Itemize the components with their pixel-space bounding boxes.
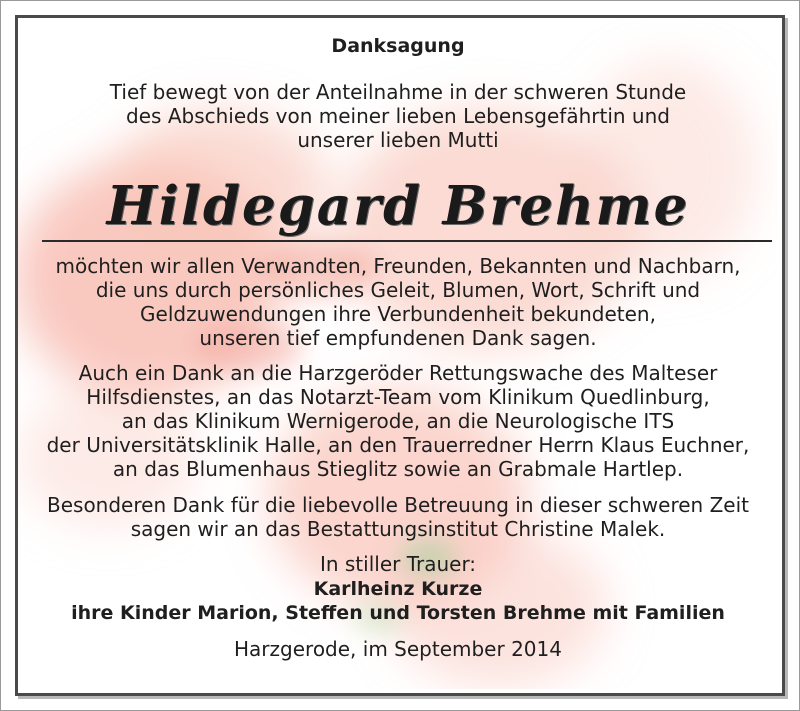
deceased-name: Hildegard Brehme xyxy=(106,175,690,237)
also-thanks-line: an das Klinikum Wernigerode, an die Neurologische ITS xyxy=(121,409,675,433)
notice-heading: Danksagung xyxy=(331,35,465,57)
also-thanks-line: an das Blumenhaus Stieglitz sowie an Grabmale Hartlep. xyxy=(112,457,684,481)
also-thanks-line: Hilfsdienstes, an das Notarzt-Team vom Klinikum Quedlinburg, xyxy=(86,385,710,409)
special-thanks-line: sagen wir an das Bestattungsinstitut Christine Malek. xyxy=(130,517,666,541)
intro-line: unserer lieben Mutti xyxy=(297,128,499,152)
intro-line: Tief bewegt von der Anteilnahme in der schweren Stunde xyxy=(109,80,687,104)
special-thanks-line: Besonderen Dank für die liebevolle Betreuung in dieser schweren Zeit xyxy=(47,493,749,517)
thanks-line: möchten wir allen Verwandten, Freunden, Bekannten und Nachbarn, xyxy=(55,254,741,278)
intro-line: des Abschieds von meiner lieben Lebensgefährtin und xyxy=(126,104,670,128)
mourning-label: In stiller Trauer: xyxy=(319,552,477,576)
also-thanks-line: Auch ein Dank an die Harzgeröder Rettungswache des Malteser xyxy=(78,361,718,385)
mourner-children: ihre Kinder Marion, Steffen und Torsten Brehme mit Familien xyxy=(71,602,725,624)
thanks-line: Geldzuwendungen ihre Verbundenheit bekundeten, xyxy=(140,302,656,326)
mourner-partner: Karlheinz Kurze xyxy=(313,578,483,600)
place-date: Harzgerode, im September 2014 xyxy=(234,637,562,661)
name-underline xyxy=(42,240,772,242)
thanks-line: unseren tief empfundenen Dank sagen. xyxy=(199,326,597,350)
notice-content xyxy=(18,18,778,689)
also-thanks-line: der Universitätsklinik Halle, an den Trauerredner Herrn Klaus Euchner, xyxy=(46,433,750,457)
thanks-line: die uns durch persönliches Geleit, Blumen, Wort, Schrift und xyxy=(95,278,701,302)
